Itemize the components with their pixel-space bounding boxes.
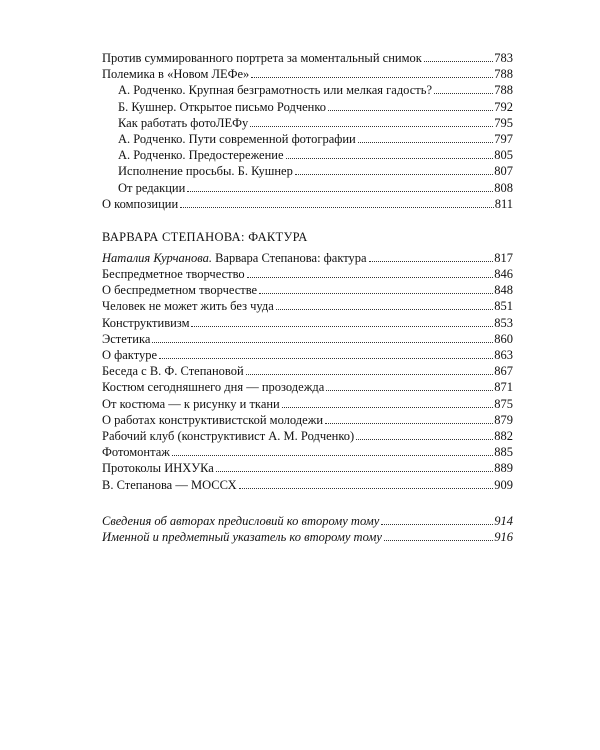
toc-block-appendix xyxy=(102,513,513,545)
toc-entry xyxy=(102,477,513,493)
toc-entry-page: 916 xyxy=(494,529,513,544)
toc-entry-page: 909 xyxy=(494,477,513,492)
toc-entry xyxy=(102,115,513,131)
leader-dots xyxy=(325,422,493,424)
toc-entry xyxy=(102,50,513,66)
toc-block-rodchenko xyxy=(102,50,513,212)
toc-entry-title: Фотомонтаж xyxy=(102,445,170,460)
toc-entry-title: Эстетика xyxy=(102,331,151,346)
leader-dots xyxy=(159,357,493,359)
toc-entry-title: О беспредметном творчестве xyxy=(102,283,258,298)
leader-dots xyxy=(358,141,494,143)
toc-entry-page: 795 xyxy=(494,115,513,130)
toc-entry-page: 889 xyxy=(494,461,513,476)
toc-entry-title: О композиции xyxy=(102,196,179,211)
toc-entry-page: 863 xyxy=(494,348,513,362)
toc-entry-page: 853 xyxy=(494,315,513,330)
toc-entry xyxy=(102,298,513,314)
toc-entry-page: 851 xyxy=(494,299,513,314)
toc-entry-page: 871 xyxy=(494,380,513,395)
toc-entry-title: Б. Кушнер. Открытое письмо Родченко xyxy=(118,99,327,114)
leader-dots xyxy=(295,173,493,175)
leader-dots xyxy=(286,157,494,159)
leader-dots xyxy=(191,325,493,327)
toc-entry-title: Именной и предметный указатель ко второму тому xyxy=(102,529,382,544)
toc-entry-title: Костюм сегодняшнего дня — прозодежда xyxy=(102,380,325,395)
entry-title: Варвара Степанова: фактура xyxy=(211,250,367,265)
entry-author: Наталия Курчанова. xyxy=(102,250,212,265)
toc-entry xyxy=(102,180,513,196)
toc-entry-title xyxy=(102,250,367,266)
leader-dots xyxy=(247,276,494,278)
toc-entry-page: 879 xyxy=(494,412,513,427)
leader-dots xyxy=(356,438,493,440)
toc-entry-page: 817 xyxy=(494,250,513,265)
toc-entry xyxy=(102,147,513,163)
toc-entry xyxy=(102,412,513,428)
toc-entry-page: 807 xyxy=(494,164,513,179)
leader-dots xyxy=(424,60,493,62)
toc-entry xyxy=(102,196,513,212)
toc-entry-title: Конструктивизм xyxy=(102,315,190,330)
section-title: ВАРВАРА СТЕПАНОВА: ФАКТУРА xyxy=(102,229,308,244)
toc-entry xyxy=(102,513,513,529)
toc-entry xyxy=(102,82,513,98)
toc-entry xyxy=(102,331,513,347)
toc-entry xyxy=(102,529,513,545)
leader-dots xyxy=(282,406,494,408)
toc-entry-page: 811 xyxy=(494,196,513,211)
toc-entry xyxy=(102,460,513,476)
toc-entry-page: 846 xyxy=(494,267,513,282)
leader-dots xyxy=(251,76,493,78)
toc-entry-title: Исполнение просьбы. Б. Кушнер xyxy=(118,164,293,179)
toc-entry xyxy=(102,444,513,460)
leader-dots xyxy=(187,190,493,192)
table-of-contents xyxy=(102,50,513,545)
leader-dots xyxy=(381,523,493,525)
toc-entry-title: От редакции xyxy=(118,180,186,195)
toc-entry-title: Беседа с В. Ф. Степановой xyxy=(102,364,244,379)
leader-dots xyxy=(152,341,493,343)
toc-entry-page: 875 xyxy=(494,396,513,411)
toc-entry-page: 805 xyxy=(494,148,513,163)
toc-entry xyxy=(102,250,513,266)
toc-entry xyxy=(102,131,513,147)
leader-dots xyxy=(216,470,493,472)
toc-entry-page: 808 xyxy=(494,180,513,195)
toc-entry-page: 867 xyxy=(494,364,513,379)
toc-entry xyxy=(102,428,513,444)
toc-entry-title: В. Степанова — МОССХ xyxy=(102,477,237,492)
toc-entry-title: Протоколы ИНХУКа xyxy=(102,461,214,476)
leader-dots xyxy=(384,539,493,541)
toc-entry-title: Рабочий клуб (конструктивист А. М. Родченко) xyxy=(102,428,355,443)
toc-block-stepanova xyxy=(102,266,513,493)
toc-entry-page: 788 xyxy=(494,83,513,98)
toc-entry-page: 848 xyxy=(494,283,513,298)
toc-entry xyxy=(102,66,513,82)
leader-dots xyxy=(326,389,493,391)
leader-dots xyxy=(369,260,494,262)
toc-entry-title: Полемика в «Новом ЛЕФе» xyxy=(102,67,250,82)
toc-entry-title: О работах конструктивистской молодежи xyxy=(102,412,324,427)
toc-entry-page: 788 xyxy=(494,67,513,82)
leader-dots xyxy=(259,292,493,294)
leader-dots xyxy=(239,487,494,489)
toc-entry xyxy=(102,347,513,363)
toc-entry xyxy=(102,163,513,179)
toc-entry xyxy=(102,282,513,298)
toc-entry-page: 783 xyxy=(494,51,513,65)
toc-entry xyxy=(102,363,513,379)
toc-entry-title: Человек не может жить без чуда xyxy=(102,299,274,314)
toc-entry-title: От костюма — к рисунку и ткани xyxy=(102,396,280,411)
toc-entry-title: Сведения об авторах предисловий ко второму тому xyxy=(102,513,380,528)
toc-entry-page: 792 xyxy=(494,99,513,114)
toc-entry-page: 860 xyxy=(494,331,513,346)
toc-entry xyxy=(102,99,513,115)
toc-entry-page: 797 xyxy=(494,131,513,146)
toc-entry-page: 885 xyxy=(494,445,513,460)
toc-entry-title: А. Родченко. Крупная безграмотность или мелкая гадость? xyxy=(118,83,433,98)
toc-entry-title: Против суммированного портрета за моментальный снимок xyxy=(102,51,422,65)
leader-dots xyxy=(434,92,493,94)
leader-dots xyxy=(276,308,493,310)
toc-entry-page: 882 xyxy=(494,428,513,443)
toc-entry-page: 914 xyxy=(494,513,513,528)
leader-dots xyxy=(246,373,494,375)
toc-entry-title: А. Родченко. Пути современной фотографии xyxy=(118,131,356,146)
toc-entry xyxy=(102,379,513,395)
toc-entry-title: О фактуре xyxy=(102,348,158,362)
leader-dots xyxy=(250,125,493,127)
toc-entry xyxy=(102,396,513,412)
toc-entry xyxy=(102,266,513,282)
leader-dots xyxy=(180,206,494,208)
toc-entry-title: Беспредметное творчество xyxy=(102,267,245,282)
toc-entry-title: Как работать фотоЛЕФу xyxy=(118,115,249,130)
toc-entry-title: А. Родченко. Предостережение xyxy=(118,148,284,163)
leader-dots xyxy=(328,109,493,111)
leader-dots xyxy=(172,454,493,456)
toc-entry xyxy=(102,315,513,331)
